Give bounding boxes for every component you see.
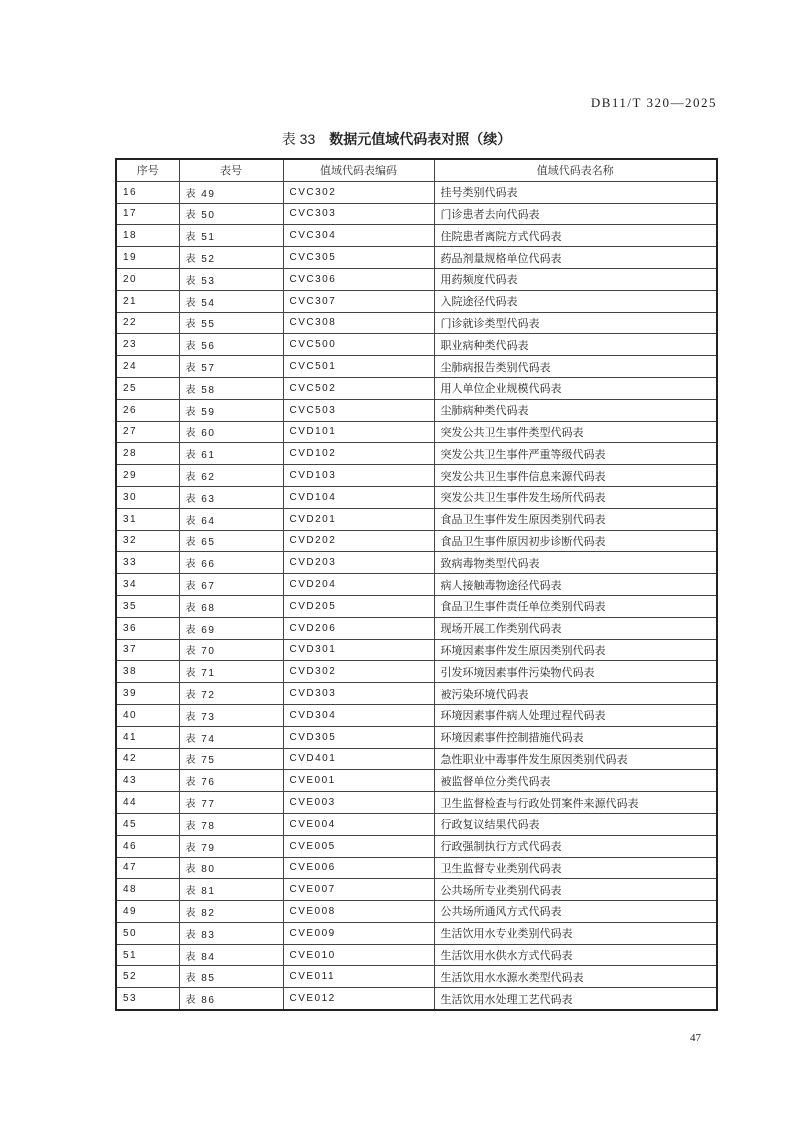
code: CVD101	[283, 421, 434, 443]
table-ref: 表 85	[179, 966, 283, 988]
table-ref: 表 83	[179, 922, 283, 944]
row-index: 43	[116, 770, 179, 792]
code-name: 生活饮用水供水方式代码表	[434, 944, 717, 966]
row-index: 21	[116, 290, 179, 312]
table-row	[116, 312, 717, 334]
code: CVE007	[283, 879, 434, 901]
table-row	[116, 661, 717, 683]
row-index: 23	[116, 334, 179, 356]
code: CVD203	[283, 552, 434, 574]
table-row	[116, 683, 717, 705]
column-header: 值域代码表编码	[283, 159, 434, 181]
row-index: 19	[116, 247, 179, 269]
table-ref: 表 55	[179, 312, 283, 334]
code-name: 生活饮用水处理工艺代码表	[434, 988, 717, 1010]
table-row	[116, 225, 717, 247]
row-index: 49	[116, 901, 179, 923]
table-row	[116, 879, 717, 901]
code: CVC306	[283, 268, 434, 290]
code-name: 食品卫生事件责任单位类别代码表	[434, 595, 717, 617]
code: CVD102	[283, 443, 434, 465]
code-table	[115, 158, 718, 1011]
table-ref: 表 54	[179, 290, 283, 312]
table-ref: 表 80	[179, 857, 283, 879]
row-index: 36	[116, 617, 179, 639]
code-name: 行政复议结果代码表	[434, 813, 717, 835]
code: CVC302	[283, 181, 434, 203]
row-index: 44	[116, 792, 179, 814]
table-ref: 表 67	[179, 574, 283, 596]
table-row	[116, 508, 717, 530]
table-row	[116, 552, 717, 574]
table-row	[116, 356, 717, 378]
table-row	[116, 595, 717, 617]
table-row	[116, 377, 717, 399]
code-name: 门诊就诊类型代码表	[434, 312, 717, 334]
code-name: 门诊患者去向代码表	[434, 203, 717, 225]
code-name: 卫生监督专业类别代码表	[434, 857, 717, 879]
table-ref: 表 58	[179, 377, 283, 399]
code: CVD304	[283, 704, 434, 726]
column-header: 序号	[116, 159, 179, 181]
row-index: 52	[116, 966, 179, 988]
column-header: 表号	[179, 159, 283, 181]
code: CVD103	[283, 465, 434, 487]
table-ref: 表 79	[179, 835, 283, 857]
table-ref: 表 86	[179, 988, 283, 1010]
table-ref: 表 72	[179, 683, 283, 705]
code-name: 用药频度代码表	[434, 268, 717, 290]
code-name: 突发公共卫生事件严重等级代码表	[434, 443, 717, 465]
row-index: 42	[116, 748, 179, 770]
code-name: 用人单位企业规模代码表	[434, 377, 717, 399]
table-row	[116, 922, 717, 944]
row-index: 48	[116, 879, 179, 901]
code-name: 尘肺病种类代码表	[434, 399, 717, 421]
table-title	[0, 129, 793, 149]
table-ref: 表 59	[179, 399, 283, 421]
row-index: 28	[116, 443, 179, 465]
table-row	[116, 944, 717, 966]
table-ref: 表 76	[179, 770, 283, 792]
code-name: 病人接触毒物途径代码表	[434, 574, 717, 596]
table-ref: 表 61	[179, 443, 283, 465]
row-index: 40	[116, 704, 179, 726]
table-row	[116, 704, 717, 726]
table-title-text: 数据元值域代码表对照（续）	[329, 132, 512, 148]
table-ref: 表 51	[179, 225, 283, 247]
table-row	[116, 247, 717, 269]
row-index: 25	[116, 377, 179, 399]
code-name: 公共场所专业类别代码表	[434, 879, 717, 901]
code: CVE003	[283, 792, 434, 814]
code: CVE012	[283, 988, 434, 1010]
row-index: 45	[116, 813, 179, 835]
code-name: 行政强制执行方式代码表	[434, 835, 717, 857]
table-row	[116, 421, 717, 443]
row-index: 38	[116, 661, 179, 683]
table-ref: 表 64	[179, 508, 283, 530]
code: CVE011	[283, 966, 434, 988]
table-ref: 表 66	[179, 552, 283, 574]
table-row	[116, 203, 717, 225]
table-ref: 表 53	[179, 268, 283, 290]
code-name: 环境因素事件病人处理过程代码表	[434, 704, 717, 726]
code-name: 入院途径代码表	[434, 290, 717, 312]
table-ref: 表 62	[179, 465, 283, 487]
table-header-row	[116, 159, 717, 181]
table-ref: 表 63	[179, 486, 283, 508]
table-row	[116, 399, 717, 421]
table-row	[116, 988, 717, 1010]
code: CVC501	[283, 356, 434, 378]
code: CVD206	[283, 617, 434, 639]
row-index: 30	[116, 486, 179, 508]
code: CVE010	[283, 944, 434, 966]
table-ref: 表 49	[179, 181, 283, 203]
column-header: 值域代码表名称	[434, 159, 717, 181]
code: CVE008	[283, 901, 434, 923]
row-index: 39	[116, 683, 179, 705]
table-row	[116, 901, 717, 923]
code: CVC303	[283, 203, 434, 225]
code-name: 住院患者离院方式代码表	[434, 225, 717, 247]
table-ref: 表 69	[179, 617, 283, 639]
row-index: 37	[116, 639, 179, 661]
row-index: 26	[116, 399, 179, 421]
code-name: 食品卫生事件发生原因类别代码表	[434, 508, 717, 530]
table-ref: 表 74	[179, 726, 283, 748]
row-index: 34	[116, 574, 179, 596]
row-index: 31	[116, 508, 179, 530]
table-row	[116, 748, 717, 770]
code-name: 食品卫生事件原因初步诊断代码表	[434, 530, 717, 552]
table-number: 表 33	[281, 131, 316, 147]
code: CVE004	[283, 813, 434, 835]
code: CVE001	[283, 770, 434, 792]
table-row	[116, 835, 717, 857]
table-ref: 表 57	[179, 356, 283, 378]
table-ref: 表 56	[179, 334, 283, 356]
table-ref: 表 50	[179, 203, 283, 225]
code-name: 被污染环境代码表	[434, 683, 717, 705]
row-index: 24	[116, 356, 179, 378]
code: CVD204	[283, 574, 434, 596]
code-name: 挂号类别代码表	[434, 181, 717, 203]
code-name: 生活饮用水水源水类型代码表	[434, 966, 717, 988]
code: CVC503	[283, 399, 434, 421]
code-name: 致病毒物类型代码表	[434, 552, 717, 574]
code: CVE005	[283, 835, 434, 857]
table-ref: 表 78	[179, 813, 283, 835]
table-ref: 表 75	[179, 748, 283, 770]
code-name: 现场开展工作类别代码表	[434, 617, 717, 639]
table-row	[116, 617, 717, 639]
row-index: 50	[116, 922, 179, 944]
code: CVC307	[283, 290, 434, 312]
row-index: 47	[116, 857, 179, 879]
row-index: 41	[116, 726, 179, 748]
table-ref: 表 65	[179, 530, 283, 552]
code-name: 突发公共卫生事件类型代码表	[434, 421, 717, 443]
code-name: 生活饮用水专业类别代码表	[434, 922, 717, 944]
code-name: 环境因素事件控制措施代码表	[434, 726, 717, 748]
row-index: 17	[116, 203, 179, 225]
code: CVD201	[283, 508, 434, 530]
code: CVD202	[283, 530, 434, 552]
table-ref: 表 52	[179, 247, 283, 269]
table-row	[116, 530, 717, 552]
table-ref: 表 71	[179, 661, 283, 683]
table-row	[116, 334, 717, 356]
row-index: 35	[116, 595, 179, 617]
code: CVD303	[283, 683, 434, 705]
code: CVD305	[283, 726, 434, 748]
row-index: 46	[116, 835, 179, 857]
code: CVD302	[283, 661, 434, 683]
table-ref: 表 73	[179, 704, 283, 726]
page-number: 47	[690, 1032, 701, 1044]
code: CVD104	[283, 486, 434, 508]
table-row	[116, 181, 717, 203]
table-ref: 表 68	[179, 595, 283, 617]
code: CVC502	[283, 377, 434, 399]
table-row	[116, 268, 717, 290]
row-index: 18	[116, 225, 179, 247]
code-name: 突发公共卫生事件发生场所代码表	[434, 486, 717, 508]
table-ref: 表 84	[179, 944, 283, 966]
table-ref: 表 60	[179, 421, 283, 443]
row-index: 22	[116, 312, 179, 334]
table-row	[116, 792, 717, 814]
row-index: 27	[116, 421, 179, 443]
table-ref: 表 77	[179, 792, 283, 814]
table-ref: 表 81	[179, 879, 283, 901]
table-row	[116, 639, 717, 661]
table-row	[116, 465, 717, 487]
table-ref: 表 82	[179, 901, 283, 923]
code: CVE006	[283, 857, 434, 879]
code-name: 职业病种类代码表	[434, 334, 717, 356]
code-name: 引发环境因素事件污染物代码表	[434, 661, 717, 683]
table-row	[116, 290, 717, 312]
code-name: 急性职业中毒事件发生原因类别代码表	[434, 748, 717, 770]
code-name: 尘肺病报告类别代码表	[434, 356, 717, 378]
table-row	[116, 813, 717, 835]
code: CVC305	[283, 247, 434, 269]
row-index: 32	[116, 530, 179, 552]
code: CVC308	[283, 312, 434, 334]
row-index: 51	[116, 944, 179, 966]
code: CVE009	[283, 922, 434, 944]
code: CVD301	[283, 639, 434, 661]
table-row	[116, 726, 717, 748]
code: CVD401	[283, 748, 434, 770]
table-row	[116, 770, 717, 792]
row-index: 16	[116, 181, 179, 203]
standard-code: DB11/T 320—2025	[590, 95, 717, 110]
code: CVD205	[283, 595, 434, 617]
code: CVC500	[283, 334, 434, 356]
code-name: 公共场所通风方式代码表	[434, 901, 717, 923]
table-row	[116, 966, 717, 988]
code-name: 环境因素事件发生原因类别代码表	[434, 639, 717, 661]
row-index: 33	[116, 552, 179, 574]
code-name: 药品剂量规格单位代码表	[434, 247, 717, 269]
row-index: 53	[116, 988, 179, 1010]
row-index: 20	[116, 268, 179, 290]
table-row	[116, 857, 717, 879]
row-index: 29	[116, 465, 179, 487]
table-ref: 表 70	[179, 639, 283, 661]
code-name: 卫生监督检查与行政处罚案件来源代码表	[434, 792, 717, 814]
table-row	[116, 574, 717, 596]
code: CVC304	[283, 225, 434, 247]
code-name: 被监督单位分类代码表	[434, 770, 717, 792]
table-row	[116, 486, 717, 508]
code-name: 突发公共卫生事件信息来源代码表	[434, 465, 717, 487]
table-row	[116, 443, 717, 465]
